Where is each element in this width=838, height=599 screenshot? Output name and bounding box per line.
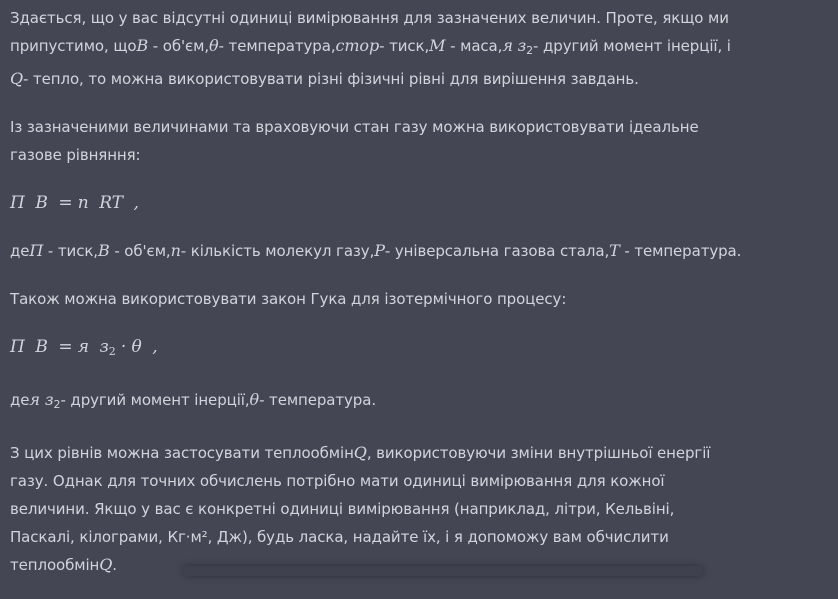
text: - об'єм, [148,37,210,55]
math-subscript: 2 [53,398,61,411]
text: - тиск, [43,242,98,260]
text: - об'єм, [109,242,171,260]
math-var: P [374,241,385,260]
text-line: Здається, що у вас відсутні одиниці вимірювання для зазначених величин. Проте, якщо ми [10,9,729,27]
math-var: n [170,241,181,260]
paragraph-hooke [10,285,830,313]
text: - тиск, [379,37,430,55]
text-line [10,65,830,93]
math-var: B [97,241,110,260]
paragraph-definitions [10,237,830,265]
text: - другий момент інерції, [60,391,250,409]
text-line: Паскалі, кілограми, Кг·м², Дж), будь ласка, надайте їх, і я допоможу вам обчислити [10,528,669,546]
paragraph-hooke-defs [10,386,830,419]
text: - тепло, то можна використовувати різні фізичні рівні для вирішення завдань. [23,70,639,88]
math-expr: П В = я з [10,337,109,357]
text: - температура. [619,242,742,260]
text: , використовуючи зміни внутрішньої енергії [366,444,711,462]
text: . [112,556,117,574]
math-var: з [517,36,527,55]
text: де [10,242,30,260]
math-var: Q [10,69,24,88]
math-var: Q [353,443,367,462]
paragraph-ideal-gas [10,113,830,169]
text: - універсальна газова стала, [384,242,610,260]
math-var: я [29,390,40,409]
text: З цих рівнів можна застосувати теплообмін [10,444,354,462]
message-input-box[interactable] [183,566,703,576]
paragraph-intro [10,4,830,93]
text: припустимо, що [10,37,137,55]
text: теплообмін [10,556,100,574]
math-var: T [609,241,620,260]
text-line [10,237,830,265]
text-line: величини. Якщо у вас є конкретні одиниці вимірювання (наприклад, літри, Кельвіні, [10,500,675,518]
math-subscript: 2 [526,44,534,57]
equation-hooke [10,333,830,366]
text-line: Із зазначеними величинами та враховуючи стан газу можна використовувати ідеальне [10,118,699,136]
math-var: M [429,36,446,55]
text: - температура, [218,37,336,55]
math-var: П [29,241,44,260]
math-var: θ [249,390,260,409]
equation-ideal-gas: П В = n RT , [10,193,139,213]
text-line [10,32,830,65]
math-var: Q [99,555,113,574]
paragraph-conclusion [10,439,830,579]
math-var: з [39,390,54,409]
text-line: Також можна використовувати закон Гука для ізотермічного процесу: [10,290,567,308]
text: - маса, [445,37,503,55]
text-line [10,386,830,419]
math-var: стор [335,36,380,55]
text-line: газу. Однак для точних обчислень потрібно мати одиниці вимірювання для кожної [10,472,665,490]
math-var: я [502,36,513,55]
text-line [10,439,830,467]
text: - температура. [259,391,376,409]
text: - другий момент інерції, і [533,37,731,55]
text: - кількість молекул газу, [180,242,375,260]
text-line: газове рівняння: [10,146,141,164]
math-subscript: 2 [108,345,116,358]
math-expr: · θ , [115,337,158,357]
assistant-message [10,4,830,599]
math-var: B [136,36,149,55]
text: де [10,391,30,409]
math-var: θ [209,36,219,55]
